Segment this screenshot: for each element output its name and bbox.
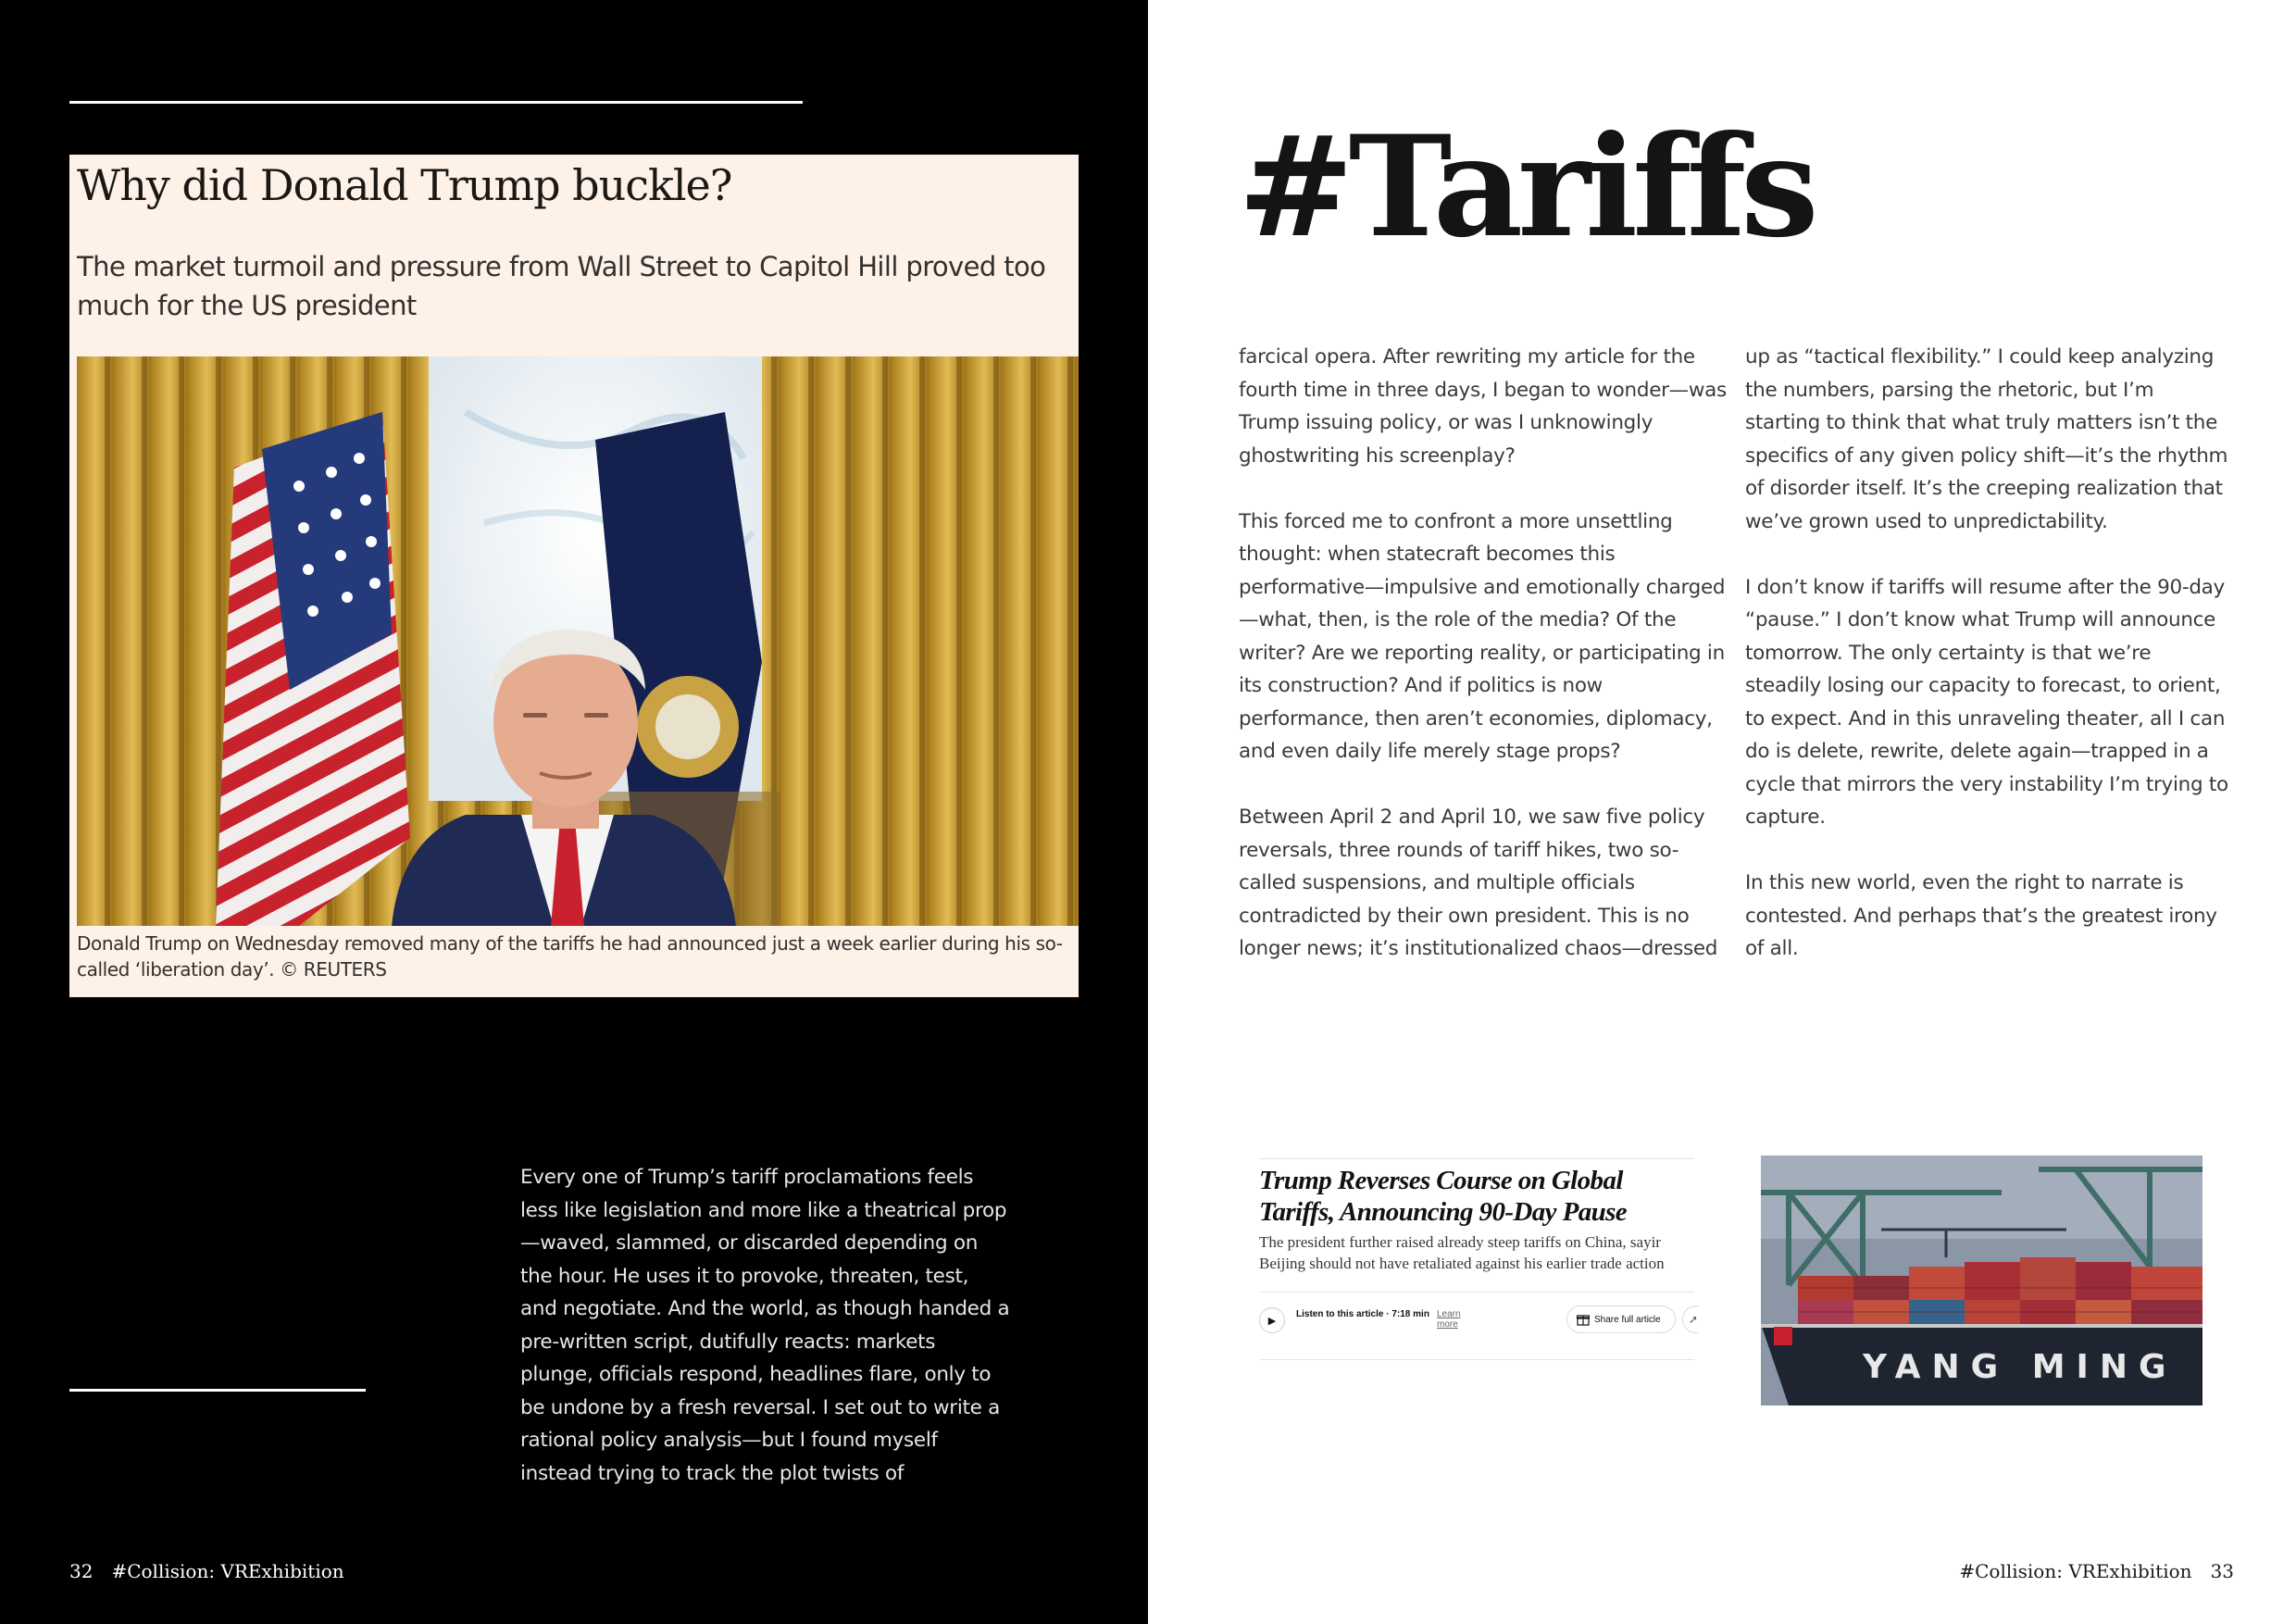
publication-name-left: #Collision: VRExhibition	[111, 1560, 344, 1582]
publication-name-right: #Collision: VRExhibition	[1959, 1560, 2192, 1582]
trump-photo-illustration	[77, 356, 1079, 926]
play-icon: ▶	[1259, 1307, 1285, 1333]
column-2-paragraph-2: I don’t know if tariffs will resume after the 90-day “pause.” I don’t know what Trump will announce tomorrow. The only certainty is that we’re steadily losing our capacity to forecast, to orient, to expect. And in this unraveling theater, all I can do is delete, rewrite, delete again—trapped in a cycle that mirrors the very instability I’m trying to capture.	[1745, 575, 2228, 829]
column-2	[1745, 341, 2231, 966]
ship-hull-lettering: YANG MING	[1863, 1348, 2177, 1386]
column-1-paragraph-2: This forced me to confront a more unsettling thought: when statecraft becomes this performative—impulsive and emotionally charged—what, then, is the role of the media? Of the writer? Are we reporting reality, or participating in its construction? And if politics is now performance, then aren’t economies, diplomacy, and even daily life merely stage props?	[1239, 509, 1726, 763]
photo-caption: Donald Trump on Wednesday removed many of the tariffs he had announced just a week earlier during his so-called ‘liberation day’. © REUTERS	[77, 932, 1063, 981]
intro-paragraph: Every one of Trump’s tariff proclamations feels less like legislation and more like a theatrical prop—waved, slammed, or discarded depending on the hour. He uses it to provoke, threaten, test, and negotiate. And the world, as though handed a pre-written script, dutifully reacts: markets plunge, officials respond, headlines flare, only to be undone by a fresh reversal. I set out to write a rational policy analysis—but I found myself instead trying to track the plot twists of	[520, 1166, 1010, 1485]
gift-icon	[1577, 1313, 1590, 1326]
page-number-left: 32	[69, 1560, 94, 1582]
learn-more-link: Learn more	[1437, 1309, 1461, 1330]
column-1-paragraph-1: farcical opera. After rewriting my article for the fourth time in three days, I began to wonder—was Trump issuing policy, or was I unknowingly ghostwriting his screenplay?	[1239, 345, 1727, 468]
column-1-paragraph-3: Between April 2 and April 10, we saw five policy reversals, three rounds of tariff hikes, two so-called suspensions, and multiple officials contradicted by their own president. This is no longer news; it’s institutionalized chaos—dressed	[1239, 806, 1718, 960]
top-divider	[69, 101, 803, 104]
listen-label: Listen to this article · 7:18 min	[1296, 1309, 1429, 1319]
lower-divider	[69, 1389, 366, 1392]
container-ship-photo	[1761, 1156, 2202, 1405]
left-footer	[69, 1560, 363, 1582]
column-2-paragraph-1: up as “tactical flexibility.” I could keep analyzing the numbers, parsing the rhetoric, but I’m starting to think that what truly matters isn’t the specifics of any given policy shift—it’s the rhythm of disorder itself. It’s the creeping realization that we’ve grown used to unpredictability.	[1745, 345, 2228, 533]
column-2-paragraph-3: In this new world, even the right to narrate is contested. And perhaps that’s the greatest irony of all.	[1745, 871, 2217, 960]
news-screenshot-card	[69, 155, 1079, 997]
page-number-right: 33	[2210, 1560, 2234, 1582]
news-headline: Why did Donald Trump buckle?	[77, 160, 732, 210]
more-options-icon: ➚	[1682, 1305, 1699, 1333]
container-ship-illustration	[1761, 1156, 2202, 1405]
nyt-article-screenshot	[1250, 1157, 1699, 1366]
trump-photo	[77, 356, 1079, 926]
share-article-button	[1566, 1305, 1676, 1333]
news-standfirst: The market turmoil and pressure from Wall Street to Capitol Hill proved too much for the US president	[77, 251, 1046, 321]
nyt-divider	[1259, 1292, 1694, 1293]
nyt-top-rule	[1259, 1158, 1694, 1159]
nyt-headline: Trump Reverses Course on Global Tariffs, Announcing 90-Day Pause	[1259, 1166, 1628, 1227]
column-1	[1239, 341, 1729, 966]
right-footer	[1959, 1560, 2234, 1582]
share-article-label: Share full article	[1594, 1314, 1661, 1325]
nyt-bottom-rule	[1259, 1359, 1694, 1360]
page-title: #Tariffs	[1238, 106, 1814, 269]
nyt-summary: The president further raised already steep tariffs on China, sayir Beijing should not have retaliated against his earlier trade action	[1259, 1233, 1665, 1272]
